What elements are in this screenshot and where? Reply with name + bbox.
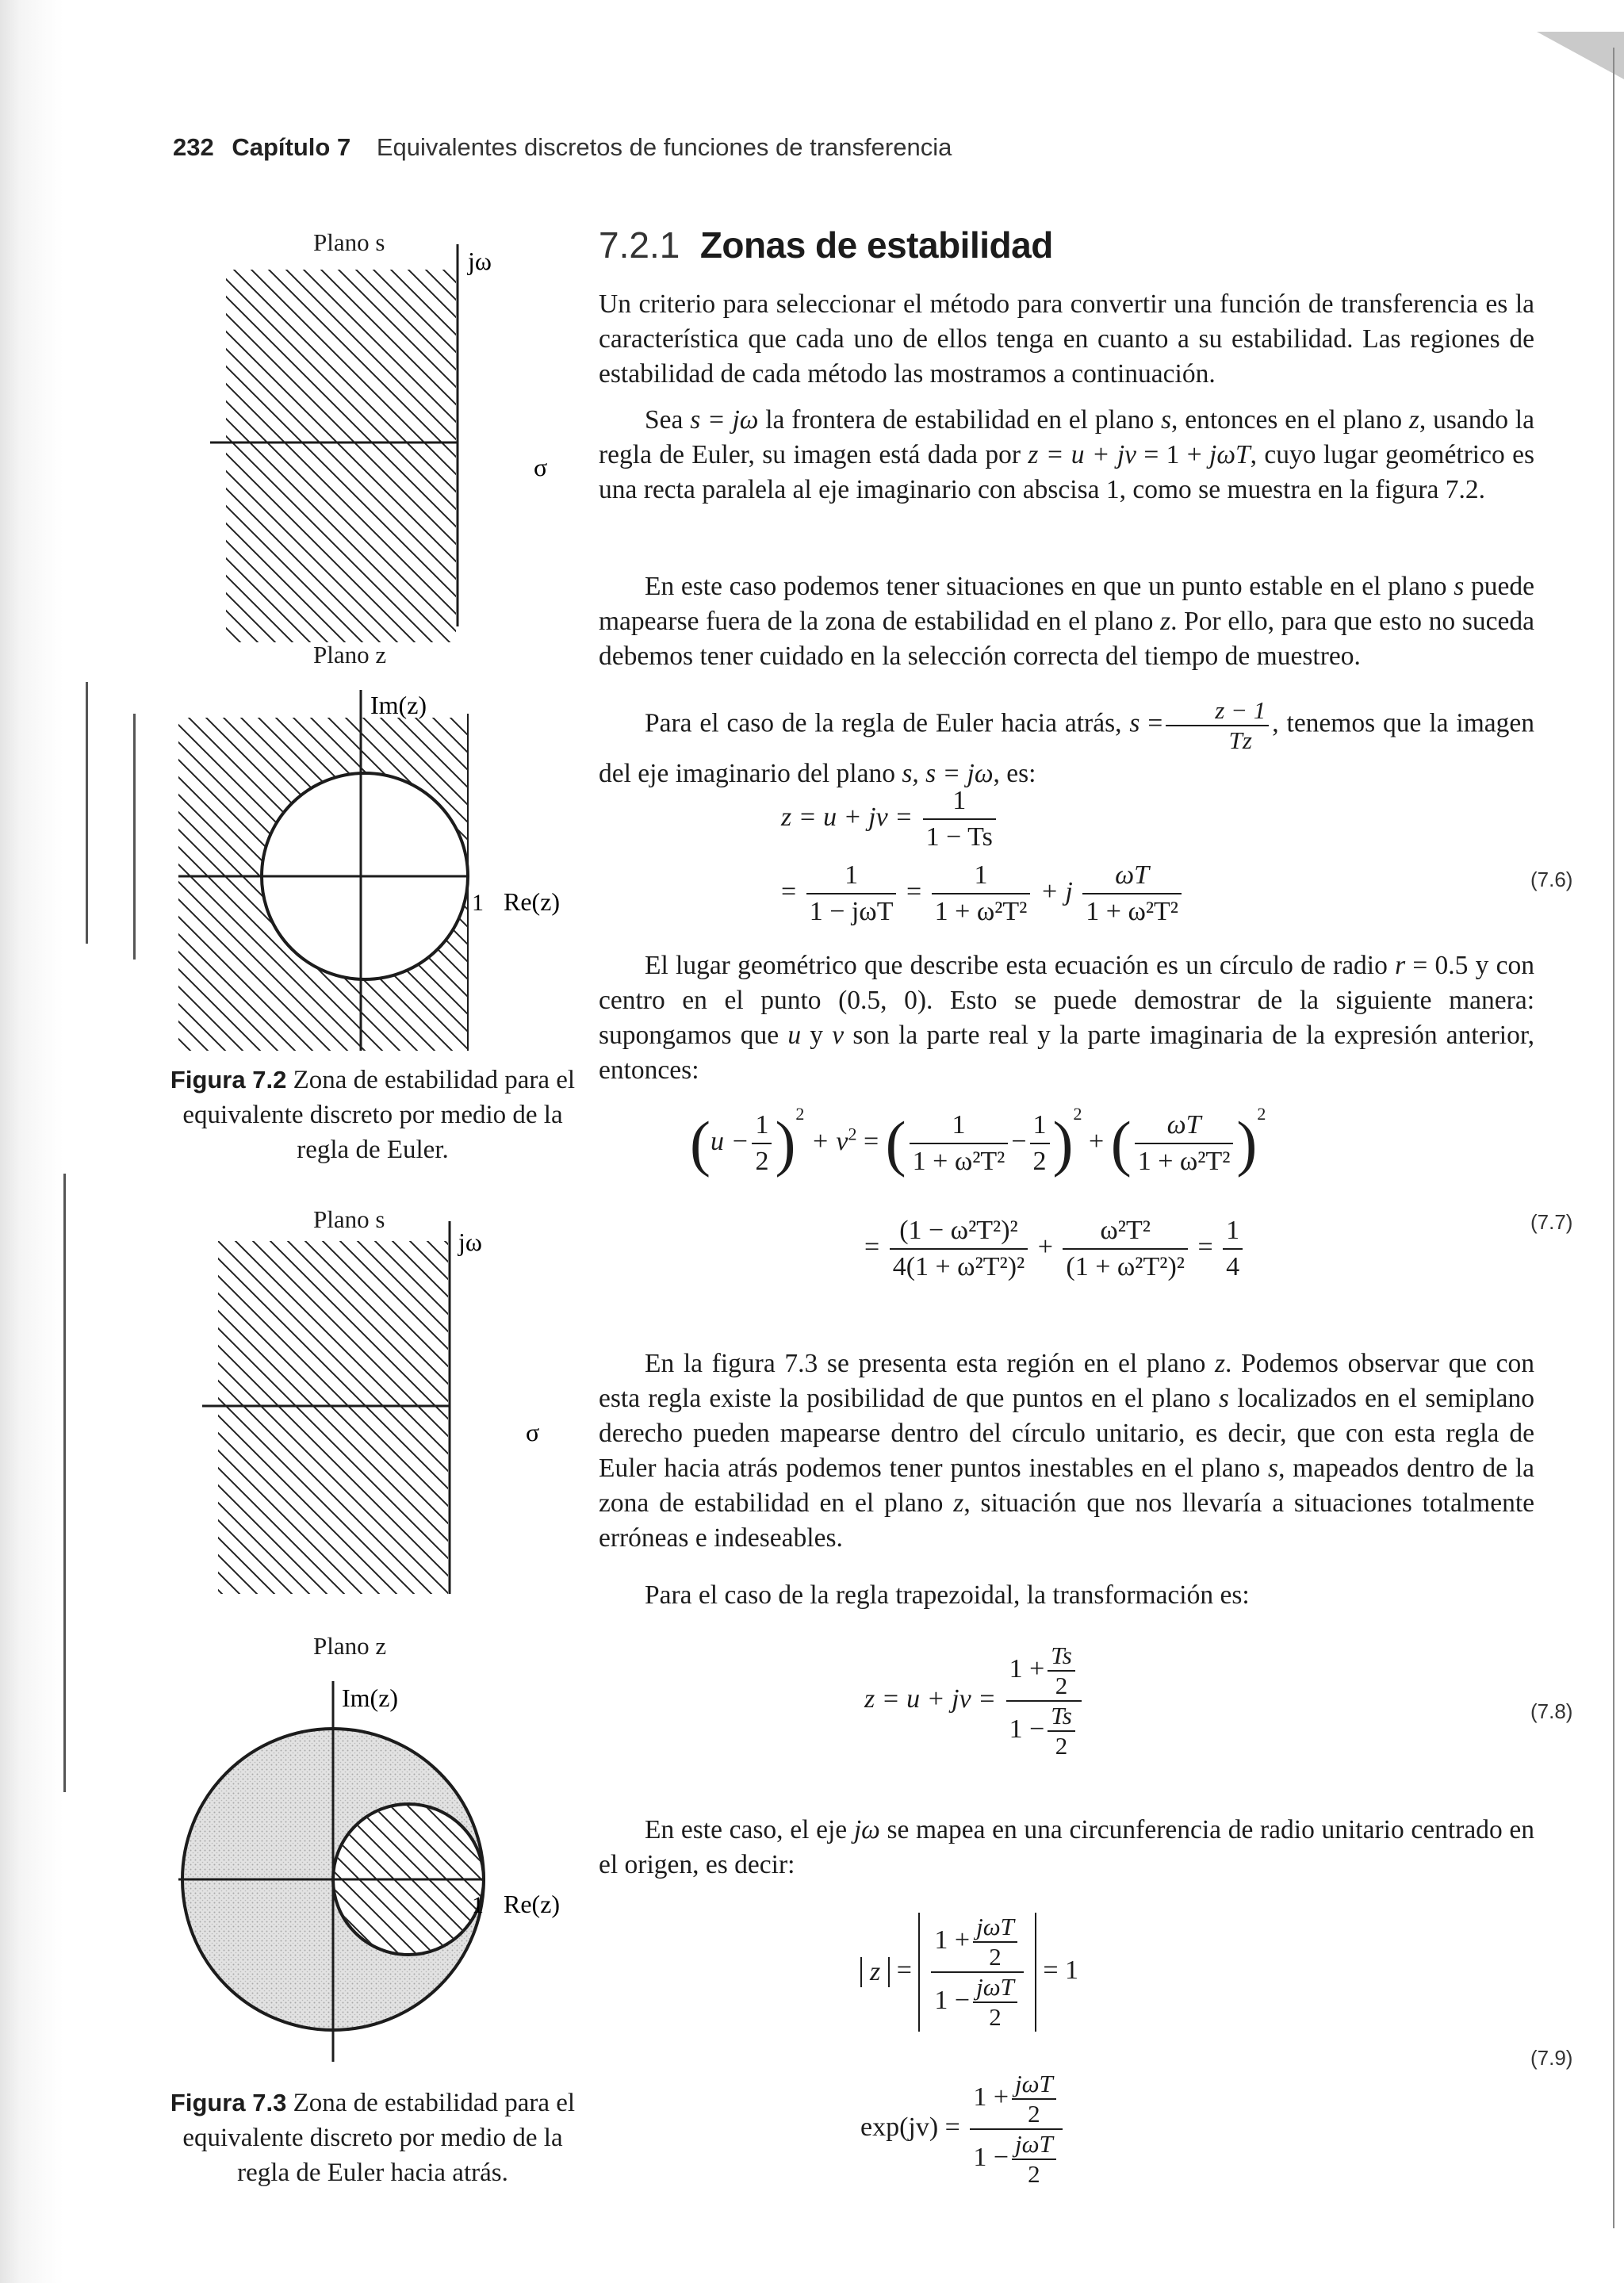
fraction-numerator: ωT — [1135, 1108, 1234, 1144]
fraction-numerator: 1 — [923, 783, 996, 820]
math-inline: s — [1129, 708, 1140, 738]
paren-open: ( — [885, 1109, 906, 1178]
text-run: y — [801, 1021, 833, 1050]
eq-term: 1 + — [934, 1925, 971, 1955]
text-run: se mapea en una circunferencia de radio unitario centrado en el origen, es decir: — [599, 1815, 1534, 1879]
fraction-numerator: Ts — [1048, 1702, 1074, 1732]
eq-fraction — [806, 858, 897, 929]
figure-label: Figura 7.3 — [170, 2089, 287, 2116]
math-inline: s, s = jω — [902, 759, 994, 788]
equation-7-7-line2: = $\frac{\text{(1 − ω²T²)²}}{\text{4(1 + ω²T²)²}}$ + $\frac{\text{ω²T²}}{\text{(1 + ω²T²)²}}$ = $\frac{1}{4}$ — [864, 1213, 1246, 1285]
eq-fraction — [1223, 1213, 1243, 1285]
math-inline: z = u + jv — [1028, 440, 1137, 469]
eq-term: u − — [710, 1127, 749, 1156]
fraction-denominator: Tz — [1228, 726, 1252, 754]
eq-term: 1 − — [1009, 1714, 1045, 1744]
eq-term: 1 − — [973, 2142, 1009, 2172]
text-run: . Podemos observar que con esta regla existe la posibilidad de que puntos en el plano — [599, 1349, 1534, 1413]
math-inline: s — [1454, 572, 1465, 601]
section-number: 7.2.1 — [599, 224, 680, 266]
equation-7-6-line1 — [781, 783, 999, 855]
eq-fraction — [1006, 1641, 1082, 1760]
eq-fraction — [931, 1913, 1023, 2032]
equation-7-8 — [864, 1641, 1085, 1760]
figure-7-3-caption — [159, 2086, 587, 2190]
math-inline: jω — [853, 1815, 880, 1844]
figure-7-2-caption — [159, 1063, 587, 1167]
fraction-numerator: jωT — [1012, 2070, 1056, 2100]
page-curl — [1537, 32, 1624, 79]
scan-mark — [63, 1174, 66, 1792]
fraction-numerator: 1 — [932, 858, 1031, 894]
paren-close: ) — [775, 1109, 796, 1178]
section-heading — [599, 224, 1053, 266]
math-inline: z — [953, 1488, 964, 1518]
fraction-denominator: 2 — [989, 1943, 1002, 1971]
eq-term: z — [870, 1957, 881, 1986]
math-inline: u — [787, 1021, 802, 1050]
eq-fraction — [970, 2070, 1062, 2189]
one-label: 1 — [472, 1892, 484, 1918]
paragraph-intro — [599, 287, 1534, 392]
eq-fraction — [1030, 1108, 1050, 1179]
chapter-label: Capítulo 7 — [232, 133, 351, 161]
math-inline: s — [1218, 1384, 1230, 1413]
eq-sign: = — [781, 876, 797, 906]
scan-mark — [86, 682, 88, 944]
scan-margin-shadow — [0, 0, 63, 2283]
text-run: En este caso podemos tener situaciones en que un punto estable en el plano — [645, 572, 1454, 601]
fraction-denominator — [931, 1973, 1023, 2032]
fraction-numerator: 1 — [1223, 1213, 1243, 1250]
eq-fraction — [1063, 1213, 1188, 1285]
sigma-axis-label: σ — [526, 1418, 540, 1446]
paragraph-backward-euler: Para el caso de la regla de Euler hacia atrás, s = $\frac{z - 1}{Tz}$ , tenemos que la imagen del eje imaginario del plano s, s = jω, es: — [599, 696, 1534, 788]
eq-sign: = — [906, 876, 922, 906]
fraction-numerator: 1 — [752, 1108, 772, 1144]
fraction-denominator: 2 — [1032, 1147, 1047, 1177]
fraction-numerator: Ts — [1048, 1641, 1074, 1672]
text-run: , tenemos que la imagen del eje imaginario del plano — [599, 708, 1534, 788]
equation-number: (7.7) — [1530, 1210, 1573, 1234]
eq-term: 1 + — [973, 2082, 1009, 2112]
fraction-denominator: 1 + ω²T² — [912, 1147, 1005, 1177]
eq-fraction — [752, 1108, 772, 1179]
running-header — [173, 133, 952, 162]
inline-fraction — [1166, 696, 1269, 755]
paragraph-circle — [599, 948, 1534, 1088]
text-run: Sea — [645, 405, 691, 435]
fig73-s-plane-diagram — [194, 1217, 575, 1598]
text-run: , es: — [993, 759, 1036, 788]
paragraph-unit-circle — [599, 1813, 1534, 1883]
fraction-denominator — [970, 2130, 1062, 2189]
eq-term: 1 − — [934, 1985, 971, 2015]
text-run: En la figura 7.3 se presenta esta región en el plano — [645, 1349, 1215, 1378]
exponent: 2 — [795, 1104, 805, 1124]
eq-sign: − — [1011, 1127, 1027, 1156]
text-run: , usando la regla de Euler, su imagen está dada por — [599, 405, 1534, 469]
fraction-denominator: 1 + ω²T² — [1086, 897, 1178, 926]
jw-axis-label: jω — [458, 1228, 482, 1256]
text-run: son la parte real y la parte imaginaria de la expresión anterior, entonces: — [599, 1021, 1535, 1085]
fraction-denominator: 1 + ω²T² — [1137, 1147, 1231, 1177]
text-run: Para el caso de la regla de Euler hacia atrás, — [645, 708, 1130, 738]
scan-mark — [133, 714, 136, 960]
text-run: . Por ello, para que esto no suceda debemos tener cuidado en la selección correcta del tiempo de muestreo. — [599, 607, 1534, 671]
eq-term: = 1 — [1043, 1955, 1079, 1985]
chapter-title: Equivalentes discretos de funciones de transferencia — [376, 133, 952, 161]
text-run: El lugar geométrico que describe esta ecuación es un círculo de radio — [645, 951, 1396, 980]
im-axis-label: Im(z) — [370, 691, 427, 719]
fig73-z-plane-label: Plano z — [313, 1632, 387, 1660]
fig72-s-plane-diagram — [202, 238, 583, 642]
eq-fraction — [1048, 1641, 1074, 1700]
fraction-numerator: 1 — [806, 858, 897, 894]
im-axis-label: Im(z) — [342, 1684, 399, 1712]
fraction-denominator: (1 + ω²T²)² — [1066, 1252, 1185, 1281]
eq-fraction — [1012, 2130, 1056, 2189]
fraction-denominator: 2 — [755, 1147, 769, 1177]
caption-text: Zona de estabilidad para el equivalente discreto por medio de la regla de Euler hacia atrás. — [182, 2089, 576, 2187]
math-inline: z — [1214, 1349, 1226, 1378]
eq-lhs: z = u + jv = — [864, 1684, 997, 1714]
fraction-denominator: 2 — [1055, 1732, 1068, 1760]
eq-lhs: z = u + jv = — [781, 802, 914, 832]
paren-close: ) — [1236, 1109, 1258, 1178]
math-inline: jωT — [1209, 440, 1251, 469]
page-number: 232 — [173, 133, 214, 161]
equation-number: (7.8) — [1530, 1699, 1573, 1723]
eq-fraction — [1135, 1108, 1234, 1179]
paragraph-unstable-case — [599, 569, 1534, 674]
math-inline: s — [1161, 405, 1172, 435]
paragraph-text: Para el caso de la regla trapezoidal, la transformación es: — [645, 1580, 1250, 1610]
one-label: 1 — [472, 890, 484, 916]
stable-region-hatch — [218, 1241, 448, 1594]
text-run: , entonces en el plano — [1171, 405, 1409, 435]
fraction-numerator: 1 — [1030, 1108, 1050, 1144]
page-edge-line — [1613, 48, 1614, 2228]
re-axis-label: Re(z) — [504, 887, 561, 916]
eq-fraction — [1082, 858, 1182, 929]
equation-number: (7.9) — [1530, 2046, 1573, 2070]
equation-7-9-line1: z = 1 + $\frac{\text{jωT}}{2}$ 1 − $\frac{\text{jωT}}{2}$ = 1 — [860, 1913, 1078, 2032]
fraction-numerator: jωT — [1012, 2130, 1056, 2160]
fraction-denominator: 4 — [1226, 1252, 1240, 1281]
fraction-numerator — [970, 2070, 1062, 2130]
eq-fraction — [973, 1913, 1017, 1971]
fraction-denominator: 2 — [989, 2003, 1002, 2031]
math-inline: r — [1395, 951, 1406, 980]
fraction-denominator: 1 + ω²T² — [934, 897, 1028, 926]
eq-term: 1 + — [1009, 1653, 1045, 1684]
figure-label: Figura 7.2 — [170, 1066, 287, 1094]
text-run: = 0.5 y con centro en el punto (0.5, 0). Esto se puede demostrar de la siguiente manera: supongamos que — [599, 951, 1534, 1050]
eq-term: + j — [1040, 876, 1073, 906]
abs-value — [860, 1957, 890, 1987]
sigma-axis-label: σ — [534, 453, 548, 481]
eq-lhs: exp(jv) = — [860, 2112, 960, 2142]
math-inline: z — [1160, 607, 1171, 636]
eq-fraction — [973, 1973, 1017, 2032]
fraction-numerator — [1006, 1641, 1082, 1702]
paragraph-figure-7-3 — [599, 1346, 1534, 1556]
fraction-denominator: 1 − jωT — [809, 897, 894, 926]
paren-close: ) — [1052, 1109, 1074, 1178]
fraction-numerator: ω²T² — [1063, 1213, 1188, 1250]
fig72-z-plane-label: Plano z — [313, 641, 387, 668]
equation-7-6-line2 — [781, 858, 1185, 929]
eq-fraction — [890, 1213, 1028, 1285]
text-run: = 1 + — [1136, 440, 1210, 469]
fraction-numerator: (1 − ω²T²)² — [890, 1213, 1028, 1250]
paragraph-text: Un criterio para seleccionar el método para convertir una función de transferencia es la característica que cada uno de ellos tenga en cuanto a su estabilidad. Las regiones de estabilidad de cada método las mostramos a continuación. — [599, 289, 1534, 389]
paragraph-trapezoidal — [599, 1578, 1534, 1613]
fraction-numerator: z − 1 — [1166, 696, 1269, 726]
fraction-denominator: 1 − Ts — [925, 822, 993, 852]
eq-term: + v — [810, 1127, 848, 1156]
stable-region-hatch — [226, 270, 456, 642]
fraction-denominator: 2 — [1028, 2100, 1040, 2128]
exponent: 2 — [848, 1124, 857, 1144]
eq-fraction — [1012, 2070, 1056, 2128]
caption-text: Zona de estabilidad para el equivalente discreto por medio de la regla de Euler. — [182, 1066, 576, 1164]
eq-fraction — [1048, 1702, 1074, 1760]
text-run: , situación que nos llevaría a situaciones totalmente erróneas e indeseables. — [599, 1488, 1534, 1553]
equation-7-7-line1: (u − $\frac{1}{2}$ )$^2 + v^2$ = ( $\frac{1}{\text{1 + ω²T²}}$ − $\frac{1}{2}$ )$^2$ + ( $\frac{\omega T}{\text{1 + ω²T²}}$ )$^2$ — [690, 1104, 1266, 1178]
paren-open: ( — [1110, 1109, 1132, 1178]
fraction-numerator: ωT — [1082, 858, 1182, 894]
jw-axis-label: jω — [468, 247, 492, 275]
fig72-z-plane-diagram — [170, 682, 583, 1055]
fig72-s-plane-label: Plano s — [313, 228, 385, 256]
fig73-s-plane-label: Plano s — [313, 1205, 385, 1233]
fraction-denominator: 2 — [1055, 1672, 1068, 1699]
math-inline: s = jω — [690, 405, 759, 435]
text-run: , cuyo lugar geométrico es una recta paralela al eje imaginario con abscisa 1, como se muestra en la figura 7.2. — [599, 440, 1534, 504]
eq-fraction — [910, 1108, 1009, 1179]
paren-open: ( — [690, 1109, 710, 1178]
fraction-numerator: jωT — [973, 1913, 1017, 1943]
text-run: En este caso, el eje — [645, 1815, 854, 1844]
fraction-denominator — [1006, 1702, 1082, 1760]
re-axis-label: Re(z) — [504, 1890, 561, 1918]
abs-value — [918, 1913, 1036, 2032]
equation-number: (7.6) — [1530, 868, 1573, 891]
paragraph-euler — [599, 403, 1534, 508]
text-run: puede mapearse fuera de la zona de estabilidad en el plano — [599, 572, 1534, 636]
fraction-numerator — [931, 1913, 1023, 1973]
fig73-z-plane-diagram — [170, 1673, 583, 2070]
text-run: , mapeados dentro de la zona de estabilidad en el plano — [599, 1454, 1535, 1518]
fraction-denominator: 4(1 + ω²T²)² — [892, 1252, 1025, 1281]
math-inline: z — [1408, 405, 1419, 435]
fraction-numerator: 1 — [910, 1108, 1009, 1144]
text-run: la frontera de estabilidad en el plano — [758, 405, 1161, 435]
eq-fraction — [923, 783, 996, 855]
math-inline: v — [832, 1021, 845, 1050]
eq-fraction — [932, 858, 1031, 929]
math-inline: s — [1268, 1454, 1279, 1483]
fraction-numerator: jωT — [973, 1973, 1017, 2003]
section-title: Zonas de estabilidad — [699, 224, 1053, 266]
exponent: 2 — [1073, 1104, 1082, 1124]
exponent: 2 — [1257, 1104, 1266, 1124]
equation-7-9-line2 — [860, 2070, 1066, 2189]
fraction-denominator: 2 — [1028, 2160, 1040, 2188]
text-run: localizados en el semiplano derecho pueden mapearse dentro del círculo unitario, es decir, que con esta regla de Euler hacia atrás podemos tener puntos inestables en el plano — [599, 1384, 1534, 1483]
